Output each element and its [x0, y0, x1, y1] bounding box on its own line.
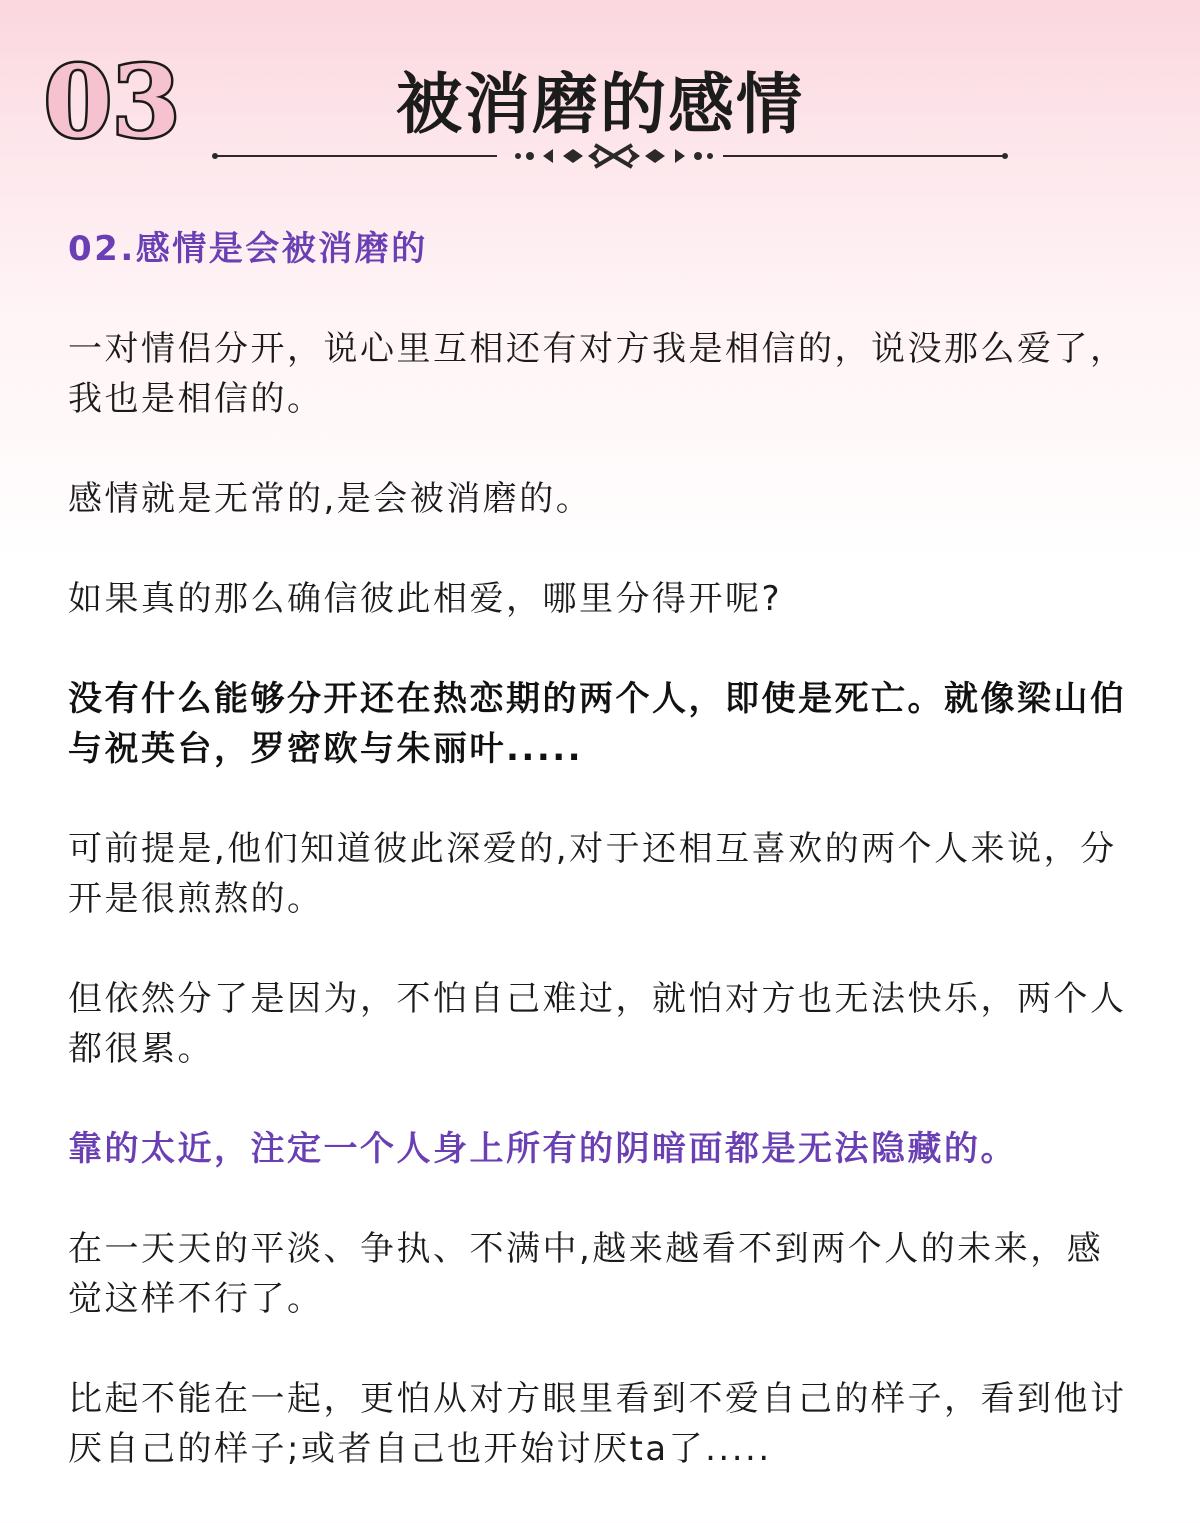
paragraph: 在一天天的平淡、争执、不满中,越来越看不到两个人的未来，感觉这样不行了。 — [68, 1229, 1104, 1319]
number-badge — [44, 50, 180, 150]
paragraph: 一对情侣分开，说心里互相还有对方我是相信的，说没那么爱了，我也是相信的。 — [68, 329, 1127, 419]
paragraph: 如果真的那么确信彼此相爱，哪里分得开呢? — [68, 579, 783, 619]
page-header — [0, 0, 1200, 200]
page-title: 被消磨的感情 — [396, 65, 804, 143]
paragraph: 可前提是,他们知道彼此深爱的,对于还相互喜欢的两个人来说，分开是很煎熬的。 — [68, 829, 1117, 919]
number-badge-text: 03 — [44, 50, 180, 150]
section-heading: 02.感情是会被消磨的 — [68, 229, 428, 269]
paragraph: 感情就是无常的,是会被消磨的。 — [68, 479, 593, 519]
paragraph-bold: 没有什么能够分开还在热恋期的两个人，即使是死亡。就像梁山伯与祝英台，罗密欧与朱丽叶..... — [68, 679, 1127, 769]
article-body — [68, 224, 1138, 1523]
paragraph: 但依然分了是因为，不怕自己难过，就怕对方也无法快乐，两个人都很累。 — [68, 979, 1127, 1069]
paragraph-accent: 靠的太近，注定一个人身上所有的阴暗面都是无法隐藏的。 — [68, 1129, 1017, 1169]
divider-flourish-icon — [205, 138, 1115, 174]
paragraph: 比起不能在一起，更怕从对方眼里看到不爱自己的样子，看到他讨厌自己的样子;或者自己也开始讨厌ta了..... — [68, 1379, 1127, 1469]
